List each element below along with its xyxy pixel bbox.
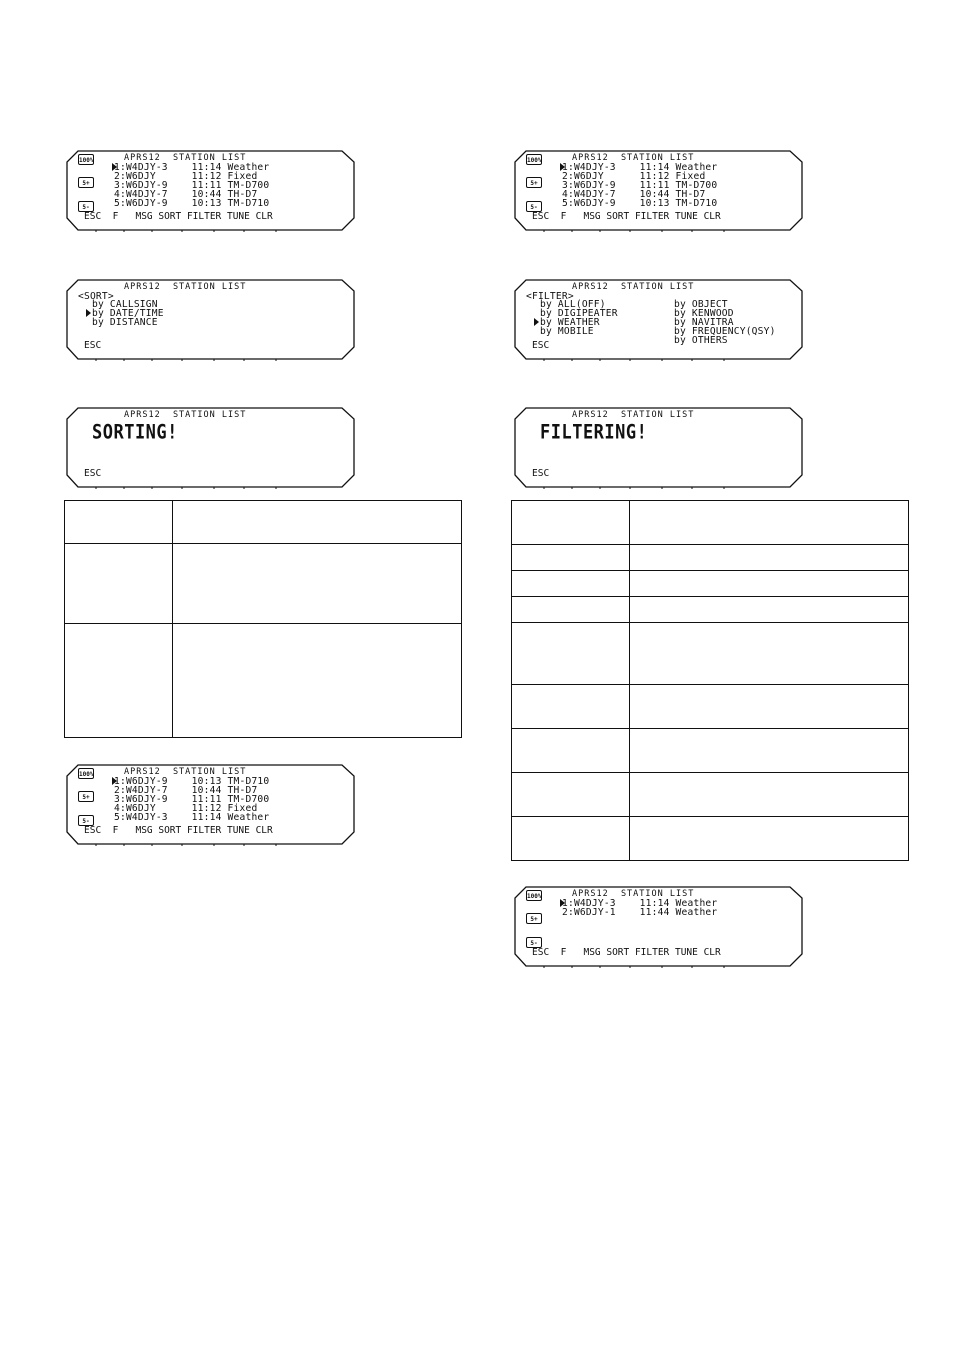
battery-icon: 100% (526, 890, 542, 901)
lcd-station-list-filtered (514, 886, 802, 966)
filter-option-weather[interactable]: by WEATHER (540, 317, 600, 328)
list-item[interactable]: 2:W4DJY-7 10:44 TH-D7 (114, 785, 258, 796)
table-cell (512, 685, 630, 729)
table-cell (65, 544, 173, 624)
battery-icon: 100% (78, 154, 94, 165)
lcd-title: APRS12 STATION LIST (124, 767, 247, 777)
esc-softkey[interactable]: ESC (532, 340, 550, 351)
lcd-sort-menu (66, 279, 354, 359)
lcd-title: APRS12 STATION LIST (124, 153, 247, 163)
softkey-bar[interactable]: ESC F MSG SORT FILTER TUNE CLR (532, 947, 721, 958)
cursor-icon (534, 318, 539, 326)
lcd-filter-menu (514, 279, 802, 359)
list-item[interactable]: 1:W6DJY-9 10:13 TM-D710 (114, 776, 270, 787)
filter-description-table (511, 500, 909, 861)
signal-up-icon: 5+ (526, 913, 542, 924)
sort-option-datetime[interactable]: by DATE/TIME (92, 308, 164, 319)
sort-option-distance[interactable]: by DISTANCE (92, 317, 158, 328)
list-item[interactable]: 5:W6DJY-9 10:13 TM-D710 (562, 198, 718, 209)
lcd-title: APRS12 STATION LIST (572, 889, 695, 899)
table-cell (630, 571, 909, 597)
softkey-bar[interactable]: ESC F MSG SORT FILTER TUNE CLR (84, 211, 273, 222)
table-cell (630, 817, 909, 861)
battery-icon: 100% (526, 154, 542, 165)
table-cell (630, 729, 909, 773)
filter-option-object[interactable]: by OBJECT (674, 299, 728, 310)
list-item[interactable]: 1:W4DJY-3 11:14 Weather (114, 162, 270, 173)
signal-down-icon: 5- (78, 201, 94, 212)
lcd-station-list-original-left (66, 150, 354, 230)
sorting-message: SORTING! (92, 421, 178, 444)
signal-up-icon: 5+ (78, 177, 94, 188)
filter-option-kenwood[interactable]: by KENWOOD (674, 308, 734, 319)
sort-option-callsign[interactable]: by CALLSIGN (92, 299, 158, 310)
list-item[interactable]: 4:W4DJY-7 10:44 TH-D7 (114, 189, 258, 200)
list-item[interactable]: 3:W6DJY-9 11:11 TM-D700 (114, 180, 270, 191)
list-item[interactable]: 1:W4DJY-3 11:14 Weather (562, 898, 718, 909)
table-cell (65, 624, 173, 738)
table-cell (630, 623, 909, 685)
table-cell (512, 817, 630, 861)
filter-heading: <FILTER> (526, 291, 574, 302)
sort-description-table (64, 500, 462, 738)
signal-down-icon: 5- (78, 815, 94, 826)
table-cell (512, 501, 630, 545)
cursor-icon (86, 309, 91, 317)
lcd-title: APRS12 STATION LIST (124, 410, 247, 420)
lcd-title: APRS12 STATION LIST (572, 410, 695, 420)
lcd-filtering (514, 407, 802, 487)
list-item[interactable]: 4:W6DJY 11:12 Fixed (114, 803, 258, 814)
table-cell (173, 544, 462, 624)
table-cell (512, 623, 630, 685)
signal-up-icon: 5+ (526, 177, 542, 188)
table-cell (512, 571, 630, 597)
table-cell (512, 545, 630, 571)
table-cell (630, 545, 909, 571)
table-cell (173, 501, 462, 544)
table-cell (630, 501, 909, 545)
filter-option-mobile[interactable]: by MOBILE (540, 326, 594, 337)
list-item[interactable]: 5:W4DJY-3 11:14 Weather (114, 812, 270, 823)
signal-down-icon: 5- (526, 937, 542, 948)
esc-softkey[interactable]: ESC (84, 468, 102, 479)
filter-option-frequency[interactable]: by FREQUENCY(QSY) (674, 326, 776, 337)
list-item[interactable]: 5:W6DJY-9 10:13 TM-D710 (114, 198, 270, 209)
list-item[interactable]: 2:W6DJY 11:12 Fixed (114, 171, 258, 182)
list-item[interactable]: 1:W4DJY-3 11:14 Weather (562, 162, 718, 173)
table-cell (173, 624, 462, 738)
lcd-station-list-original-right (514, 150, 802, 230)
list-item[interactable]: 2:W6DJY-1 11:44 Weather (562, 907, 718, 918)
list-item[interactable]: 3:W6DJY-9 11:11 TM-D700 (562, 180, 718, 191)
table-cell (65, 501, 173, 544)
lcd-title: APRS12 STATION LIST (572, 153, 695, 163)
filtering-message: FILTERING! (540, 421, 648, 444)
sort-heading: <SORT> (78, 291, 114, 302)
table-cell (630, 685, 909, 729)
filter-option-navitra[interactable]: by NAVITRA (674, 317, 734, 328)
list-item[interactable]: 2:W6DJY 11:12 Fixed (562, 171, 706, 182)
list-item[interactable]: 4:W4DJY-7 10:44 TH-D7 (562, 189, 706, 200)
esc-softkey[interactable]: ESC (84, 340, 102, 351)
list-item[interactable]: 3:W6DJY-9 11:11 TM-D700 (114, 794, 270, 805)
lcd-sorting (66, 407, 354, 487)
table-cell (512, 729, 630, 773)
filter-option-others[interactable]: by OTHERS (674, 335, 728, 346)
table-cell (630, 597, 909, 623)
lcd-title: APRS12 STATION LIST (572, 282, 695, 292)
lcd-station-list-sorted (66, 764, 354, 844)
softkey-bar[interactable]: ESC F MSG SORT FILTER TUNE CLR (532, 211, 721, 222)
filter-option-digipeater[interactable]: by DIGIPEATER (540, 308, 618, 319)
battery-icon: 100% (78, 768, 94, 779)
softkey-bar[interactable]: ESC F MSG SORT FILTER TUNE CLR (84, 825, 273, 836)
lcd-title: APRS12 STATION LIST (124, 282, 247, 292)
signal-down-icon: 5- (526, 201, 542, 212)
table-cell (630, 773, 909, 817)
filter-option-all[interactable]: by ALL(OFF) (540, 299, 606, 310)
signal-up-icon: 5+ (78, 791, 94, 802)
table-cell (512, 773, 630, 817)
table-cell (512, 597, 630, 623)
esc-softkey[interactable]: ESC (532, 468, 550, 479)
